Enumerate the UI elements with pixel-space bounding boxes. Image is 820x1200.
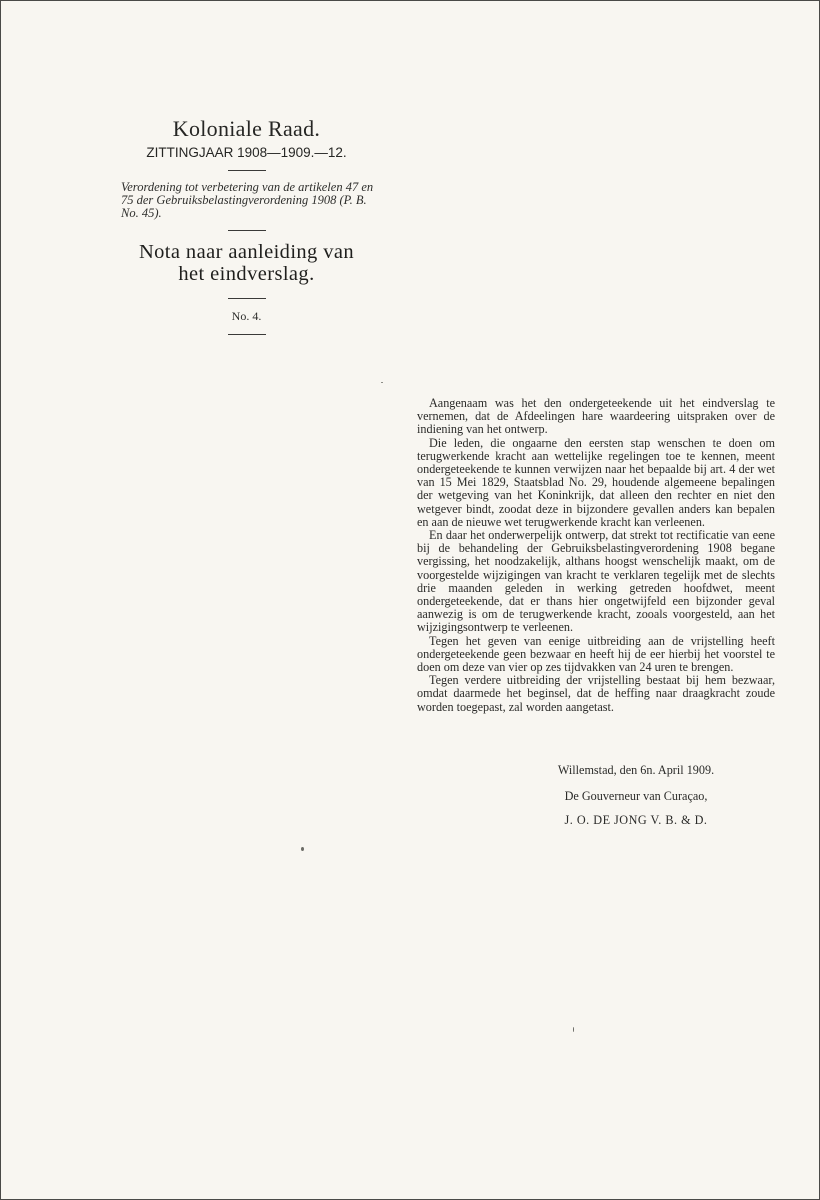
heading-block	[119, 116, 374, 345]
note-title-line-1: Nota naar aanleiding van	[138, 241, 355, 263]
paragraph: Aangenaam was het den ondergeteekende uit het eindverslag te vernemen, dat de Afdeelingen hare waardeering uitspraken over de indiening van het ontwerp.	[417, 396, 775, 437]
session-year: ZITTINGJAAR 1908—1909.—12.	[146, 145, 347, 160]
signatory-office: De Gouverneur van Curaçao,	[564, 789, 708, 803]
paper-speck	[573, 1027, 574, 1032]
paper-speck	[381, 382, 383, 383]
paragraph: Tegen het geven van eenige uitbreiding aan de vrijstelling heeft ondergeteekende geen bezwaar en heeft hij de eer hierbij het voorstel te doen om deze van vier op zes tijdvakken van 24 uren te brengen.	[417, 633, 775, 675]
subject-line: Verordening tot verbetering van de artikelen 47 en 75 der Gebruiksbelastingverordening 1908 (P. B. No. 45).	[121, 180, 374, 220]
divider	[228, 230, 266, 231]
paragraph: Die leden, die ongaarne den eersten stap wenschen te doen om terugwerkende kracht aan wettelijke regelingen toe te kennen, meent ondergeteekende te kunnen verwijzen naar het bepaalde bij art. 4 der wet van 15 Mei 1829, Staatsblad No. 29, houdende algemeene bepalingen der wetgeving van het Koninkrijk, dat alleen den rechter en niet den wetgever bindt, zoodat deze in bijzondere gevallen anders kan bepalen en aan de nieuwe wet terugwerkende kracht kan verleenen.	[417, 435, 775, 529]
place-date: Willemstad, den 6n. April 1909.	[557, 763, 715, 777]
body-text	[417, 397, 775, 714]
paragraph: En daar het onderwerpelijk ontwerp, dat strekt tot rectificatie van eene bij de behandeling der Gebruiksbelastingverordening 1908 begane vergissing, het noodzakelijk, althans hoogst wenschelijk maakt, om de voorgestelde wijzigingen van kracht te verklaren tegelijk met de slechts drie maanden geleden in werking getreden hoofdwet, meent ondergeteekende, dat er thans hier ongetwijfeld een bijzonder geval aanwezig is om de terugwerkende kracht, zooals voorgesteld, aan het wijzigingsontwerp te verleenen.	[417, 528, 775, 635]
divider	[228, 334, 266, 335]
paragraph: Tegen verdere uitbreiding der vrijstelling bestaat bij hem bezwaar, omdat daarmede het beginsel, dat de heffing naar draagkracht zoude worden toegepast, zal worden aangetast.	[417, 673, 775, 714]
council-title: Koloniale Raad.	[172, 116, 321, 141]
note-number: No. 4.	[231, 309, 262, 323]
note-title	[119, 241, 374, 285]
paper-speck	[301, 847, 304, 851]
divider	[228, 170, 266, 171]
note-title-line-2: het eindverslag.	[178, 263, 315, 285]
divider	[228, 298, 266, 299]
signature: J. O. DE JONG V. B. & D.	[564, 813, 708, 827]
